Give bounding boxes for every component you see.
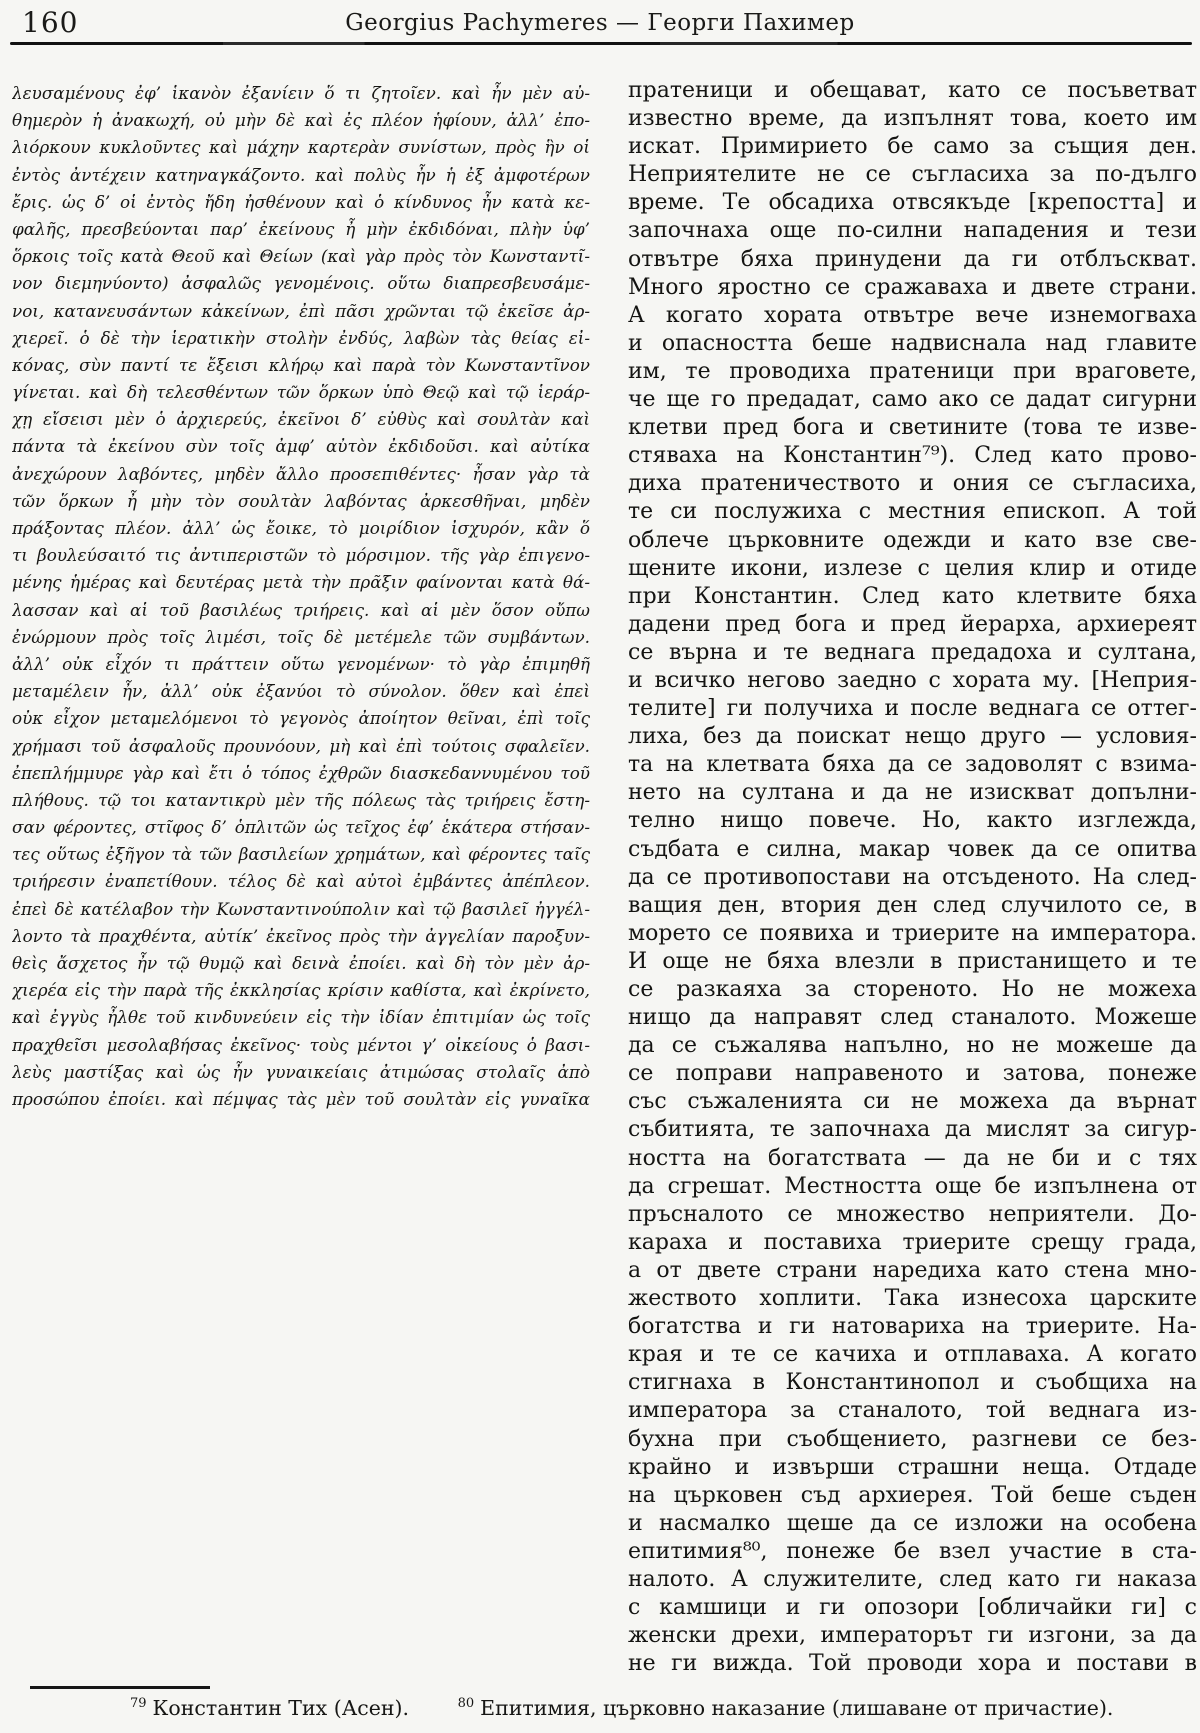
bulgarian-text-line: императора за станалото, той веднага из-: [628, 1398, 1197, 1424]
greek-text-line: οὐκ εἶχον μεταμελόμενοι τὸ γεγονὸς ἀποίητον θεῖναι, ἐπὶ τοῖς: [12, 708, 590, 729]
bulgarian-text-line: се върна и те веднага предадоха и султана,: [628, 639, 1197, 665]
footnote-marker: 79: [130, 1696, 147, 1712]
bulgarian-text-line: съдбата е силна, макар човек да се опитва: [628, 836, 1197, 862]
footnote-text: Епитимия, църковно наказание (лишаване от причастие).: [480, 1696, 1114, 1720]
greek-text-line: ἐπεὶ δὲ κατέλαβον τὴν Κωνσταντινούπολιν καὶ τῷ βασιλεῖ ἠγγέλ-: [12, 898, 590, 919]
bulgarian-text-line: Много яростно се сражаваха и двете страни.: [628, 274, 1197, 300]
greek-text-line: τες οὕτως ἐξῆγον τὰ τῶν βασιλείων χρημάτων, καὶ φέροντες ταῖς: [12, 844, 590, 865]
greek-text-line: πάντα τὰ ἐκείνου σὺν τοῖς ἀμφ’ αὐτὸν ἐκδιδοῦσι. καὶ αὐτίκα: [12, 436, 590, 457]
greek-text-line: χιερεῖ. ὁ δὲ τὴν ἱερατικὴν στολὴν ἐνδύς, λαβὼν τὰς θείας εἰ-: [12, 327, 590, 348]
bulgarian-text-line: клетви пред бога и светините (това те изве-: [628, 415, 1197, 441]
bulgarian-text-line: стяваха на Константин⁷⁹). След като прово-: [628, 443, 1197, 469]
bulgarian-text-line: Неприятелите не се съгласиха за по-дълго: [628, 162, 1197, 188]
bulgarian-text-line: пръсналото се множество неприятели. До-: [628, 1201, 1197, 1227]
bulgarian-text-line: женски дрехи, императорът ги изгони, за да: [628, 1623, 1197, 1649]
bulgarian-text-line: жеството хоплити. Така изнесоха царските: [628, 1286, 1197, 1312]
footnote-text: Константин Тих (Асен).: [152, 1696, 410, 1720]
greek-text-line: τριήρεσιν ἐναπετίθουν. τέλος δὲ καὶ αὐτοὶ ἐμβάντες ἀπέπλεον.: [12, 871, 590, 892]
bulgarian-text-line: стигнаха в Константинопол и съобщиха на: [628, 1370, 1197, 1396]
greek-text-line: ἐντὸς ἀντέχειν κατηναγκάζοντο. καὶ πολὺς ἦν ἡ ἐξ ἀμφοτέρων: [12, 164, 590, 185]
bulgarian-text-line: със съжаленията си не можеха да върнат: [628, 1089, 1197, 1115]
greek-text-line: θημερὸν ἡ ἀνακωχή, οὐ μὴν δὲ καὶ ἐς πλέον ἡφίουν, ἀλλ’ ἐπο-: [12, 110, 590, 131]
bulgarian-text-line: време. Те обсадиха отвсякъде [крепостта] и: [628, 190, 1197, 216]
greek-text-line: λεὺς μαστίξας καὶ ὡς ἦν γυναικείαις ἀτιμώσας στολαῖς ἀπὸ: [12, 1061, 590, 1082]
bulgarian-text-line: морето се появиха и триерите на императора.: [628, 920, 1197, 946]
greek-text-line: λιόρκουν κυκλοῦντες καὶ μάχην καρτερὰν συνίστων, πρὸς ἣν οἱ: [12, 137, 590, 158]
bulgarian-text-line: пратеници и обещават, като се посъветват: [628, 78, 1197, 103]
bulgarian-text-line: че ще го предадат, само ако се дадат сигурни: [628, 387, 1197, 413]
footnote-79: [130, 1696, 409, 1720]
greek-text-line: φαλῆς, πρεσβεύονται παρ’ ἐκείνους ἦ μὴν ἐκδιδόναι, πλὴν ὑφ’: [12, 218, 590, 239]
greek-text-line: ὅρκοις τοῖς κατὰ Θεοῦ καὶ Θείων (καὶ γὰρ πρὸς τὸν Κωνσταντῖ-: [12, 246, 590, 267]
bulgarian-text-line: и насмалко щеше да се изложи на особена: [628, 1510, 1197, 1536]
greek-text-line: πραχθεῖσι μεσολαβήσας ἐκεῖνος· τοὺς μέντοι γ’ οἰκείους ὁ βασι-: [12, 1034, 590, 1055]
greek-text-line: λοντο τὰ πραχθέντα, αὐτίκ’ ἐκεῖνος πρὸς τὴν ἀγγελίαν παροξυν-: [12, 925, 590, 946]
page-number: 160: [22, 6, 79, 39]
bulgarian-text-line: започнаха още по-силни нападения и тези: [628, 218, 1197, 244]
bulgarian-text-line: диха пратеничеството и ония се съгласиха,: [628, 471, 1197, 497]
greek-text-line: σαν φέροντες, στῖφος δ’ ὁπλιτῶν ὡς τεῖχος ἐφ’ ἑκάτερα στήσαν-: [12, 817, 590, 838]
bulgarian-text-line: не ги вижда. Той проводи хора и постави в: [628, 1651, 1197, 1677]
greek-text-line: ἀλλ’ οὐκ εἶχόν τι πράττειν οὕτω γενομένων· τὸ γὰρ ἐπιμηθῆ: [12, 653, 590, 674]
bulgarian-text-line: караха и поставиха триерите срещу града,: [628, 1229, 1197, 1255]
bulgarian-text-line: А когато хората отвътре вече изнемогваха: [628, 302, 1197, 328]
greek-text-line: ἐπεπλήμμυρε γὰρ καὶ ἔτι ὁ τόπος ἐχθρῶν διασκεδαννυμένου τοῦ: [12, 762, 590, 783]
greek-text-line: λασσαν καὶ αἱ τοῦ βασιλέως τριήρεις. καὶ αἱ μὲν ὅσον οὔπω: [12, 599, 590, 620]
bulgarian-text-line: а от двете страни наредиха като стена мно-: [628, 1257, 1197, 1283]
footnote-80: [458, 1696, 1114, 1720]
bulgarian-text-line: налото. А служителите, след като ги наказа: [628, 1566, 1197, 1592]
header-rule: [10, 42, 1192, 45]
greek-text-line: νοι, κατανευσάντων κἀκείνων, ἐπὶ πᾶσι χρῶνται τῷ ἐκεῖσε ἀρ-: [12, 300, 590, 321]
bulgarian-text-line: лиха, без да поискат нещо друго — условия-: [628, 724, 1197, 750]
bulgarian-text-line: на църковен съд архиерея. Той беше съден: [628, 1482, 1197, 1508]
bulgarian-text-line: ващия ден, втория ден след случилото се, в: [628, 892, 1197, 918]
bulgarian-text-line: известно време, да изпълнят това, което им: [628, 106, 1197, 132]
bulgarian-text-line: И още не бяха влезли в пристанището и те: [628, 948, 1197, 974]
bulgarian-text-line: се поправи направеното и затова, понеже: [628, 1061, 1197, 1087]
bulgarian-text-line: нето на султана и да не изискват допълни-: [628, 780, 1197, 806]
greek-text-line: χρήμασι τοῦ ἀσφαλοῦς προυνόουν, μὴ καὶ ἐπὶ τούτοις σφαλεῖεν.: [12, 735, 590, 756]
greek-text-line: προσώπου ἐποίει. καὶ πέμψας τὰς μὲν τοῦ σουλτὰν εἰς γυναῖκα: [12, 1088, 590, 1109]
running-title: Georgius Pachymeres — Георги Пахимер: [345, 10, 855, 36]
bulgarian-text-line: и всичко негово заедно с хората му. [Неприя-: [628, 667, 1197, 693]
bulgarian-text-line: богатства и ги натовариха на триерите. На-: [628, 1314, 1197, 1340]
greek-text-line: νον διεμηνύοντο) ἀσφαλῶς γενομένοις. οὕτω διαπρεσβευσάμε-: [12, 273, 590, 294]
greek-text-column: [12, 80, 590, 1113]
bulgarian-text-line: края и те се качиха и отплаваха. А когато: [628, 1342, 1197, 1368]
greek-text-line: μένης ἡμέρας καὶ δευτέρας μετὰ τὴν πρᾶξιν φαίνονται κατὰ θά-: [12, 572, 590, 593]
bulgarian-text-line: дадени пред бога и пред йерарха, архиереят: [628, 611, 1197, 637]
bulgarian-text-line: да сгрешат. Местността още бе изпълнена от: [628, 1173, 1197, 1199]
bulgarian-text-line: с камшици и ги опозори [обличайки ги] с: [628, 1595, 1197, 1621]
bulgarian-text-line: облече църковните одежди и като взе све-: [628, 527, 1197, 553]
greek-text-line: ἀνεχώρουν λαβόντες, μηδὲν ἄλλο προσεπιθέντες· ἦσαν γὰρ τὰ: [12, 463, 590, 484]
bulgarian-text-line: да се противопостави на отсъденото. На след-: [628, 864, 1197, 890]
bulgarian-text-line: телите] ги получиха и после веднага се оттег-: [628, 696, 1197, 722]
greek-text-line: χιερέα εἰς τὴν παρὰ τῆς ἐκκλησίας κρίσιν καθίστα, καὶ ἐκρίνετο,: [12, 980, 590, 1001]
greek-text-line: γίνεται. καὶ δὴ τελεσθέντων τῶν ὅρκων ὑπὸ Θεῷ καὶ τῷ ἱεράρ-: [12, 382, 590, 403]
bulgarian-text-line: щените икони, излезе с целия клир и отиде: [628, 555, 1197, 581]
bulgarian-text-line: да се съжалява напълно, но не можеше да: [628, 1033, 1197, 1059]
bulgarian-text-line: нищо да направят след станалото. Можеше: [628, 1005, 1197, 1031]
greek-text-line: μεταμέλειν ἦν, ἀλλ’ οὐκ ἐξανύοι τὸ σύνολον. ὅθεν καὶ ἐπεὶ: [12, 681, 590, 702]
bulgarian-text-line: и опасността беше надвиснала над главите: [628, 330, 1197, 356]
greek-text-line: κόνας, σὺν παντί τε ἔξεισι κλήρῳ καὶ παρὰ τὸν Κωνσταντῖνον: [12, 354, 590, 375]
bulgarian-text-line: ността на богатствата — да не би и с тях: [628, 1145, 1197, 1171]
footnote-marker: 80: [457, 1696, 475, 1712]
bulgarian-text-column: [628, 77, 1197, 1678]
bulgarian-text-line: искат. Примирието бе само за същия ден.: [628, 134, 1197, 160]
bulgarian-text-line: събитията, те започнаха да мислят за сигур-: [628, 1117, 1197, 1143]
footnotes: [12, 1693, 1196, 1723]
greek-text-line: ἔρις. ὡς δ’ οἱ ἐντὸς ἤδη ἠσθένουν καὶ ὁ κίνδυνος ἦν κατὰ κε-: [12, 191, 590, 212]
greek-text-line: ἐνώρμουν πρὸς τοῖς λιμέσι, τοῖς δὲ μετέμελε τῶν συμβάντων.: [12, 626, 590, 647]
footnote-separator: [30, 1686, 210, 1689]
bulgarian-text-line: телно нищо повече. Но, както изглежда,: [628, 808, 1197, 834]
greek-text-line: πλήθους. τῷ τοι καταντικρὺ μὲν τῆς πόλεως τὰς τριήρεις ἔστη-: [12, 789, 590, 810]
bulgarian-text-line: отвътре бяха принудени да ги отблъскват.: [628, 246, 1197, 272]
greek-text-line: τι βουλεύσαιτό τις ἀντιπεριστῶν τὸ μόρσιμον. τῆς γὰρ ἐπιγενο-: [12, 545, 590, 566]
bulgarian-text-line: та на клетвата бяха да се задоволят с взима-: [628, 752, 1197, 778]
bulgarian-text-line: епитимия⁸⁰, понеже бе взел участие в ста-: [628, 1538, 1197, 1564]
bulgarian-text-line: им, те проводиха пратеници при враговете,: [628, 358, 1197, 384]
greek-text-line: πράξοντας πλέον. ἀλλ’ ὡς ἔοικε, τὸ μοιρίδιον ἰσχυρόν, κἂν ὅ: [12, 518, 590, 538]
greek-text-line: θεὶς ἄσχετος ἦν τῷ θυμῷ καὶ δεινὰ ἐποίει. καὶ δὴ τὸν μὲν ἀρ-: [12, 953, 590, 973]
greek-text-line: χῃ εἴσεισι μὲν ὁ ἀρχιερεύς, ἐκεῖνοι δ’ εὐθὺς καὶ σουλτὰν καὶ: [12, 409, 590, 430]
bulgarian-text-line: се разкаяха за стореното. Но не можеха: [628, 977, 1197, 1002]
bulgarian-text-line: крайно и извърши страшни неща. Отдаде: [628, 1454, 1197, 1480]
bulgarian-text-line: при Константин. След като клетвите бяха: [628, 583, 1197, 609]
greek-text-line: λευσαμένους ἐφ’ ἱκανὸν ἐξανίειν ὅ τι ζητοῖεν. καὶ ἦν μὲν αὐ-: [12, 83, 590, 103]
greek-text-line: καὶ ἐγγὺς ἦλθε τοῦ κινδυνεύειν εἰς τὴν ἰδίαν ἐπιτιμίαν ὡς τοῖς: [12, 1007, 590, 1028]
greek-text-line: τῶν ὅρκων ἦ μὴν τὸν σουλτὰν λαβόντας ἀρκεσθῆναι, μηδὲν: [12, 490, 590, 511]
bulgarian-text-line: бухна при съобщението, разгневи се без-: [628, 1426, 1197, 1452]
bulgarian-text-line: те си послужиха с местния епископ. А той: [628, 499, 1197, 525]
